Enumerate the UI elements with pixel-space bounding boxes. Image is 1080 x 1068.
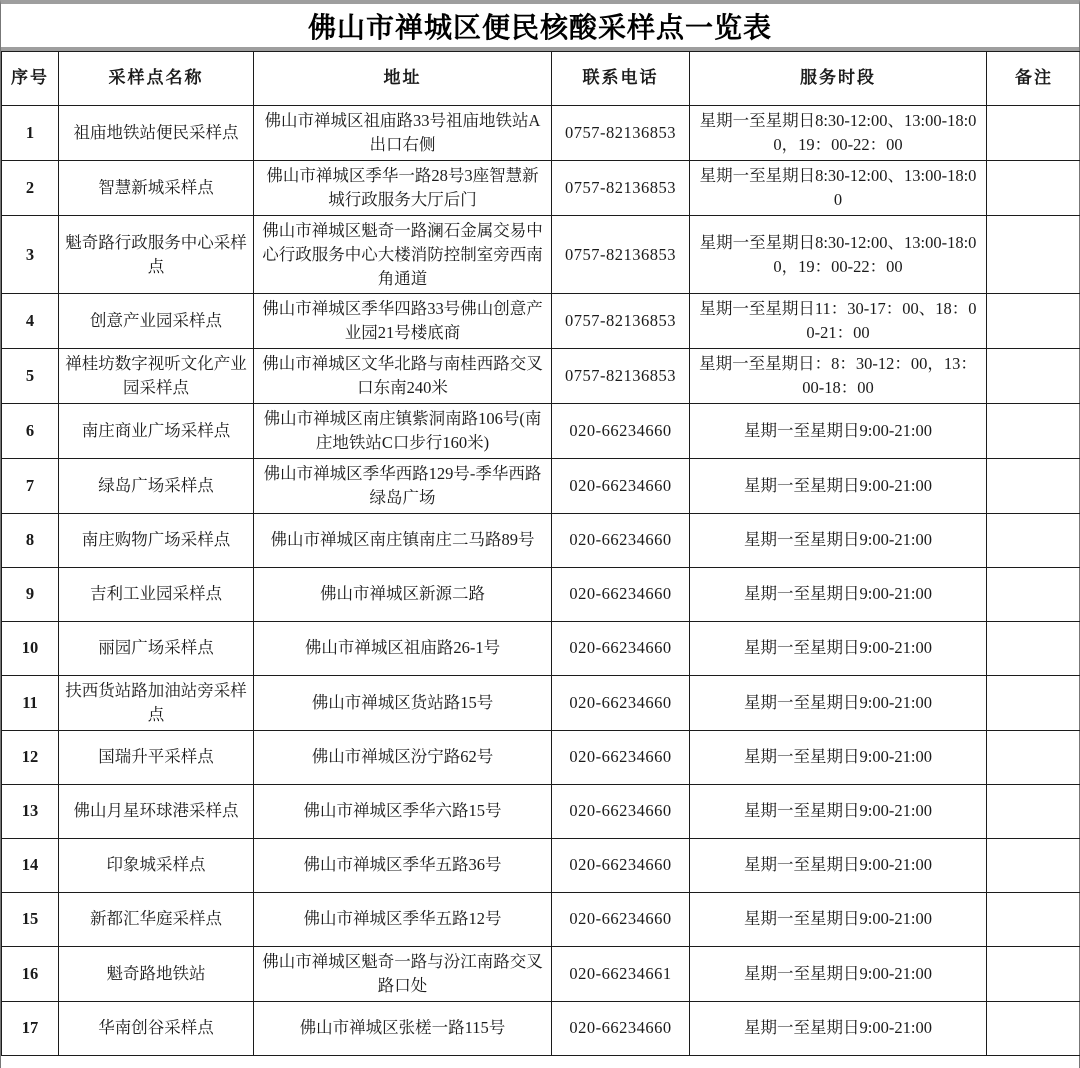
cell-row-number: 9 (2, 567, 59, 621)
table-row (2, 892, 1080, 946)
cell-site-name: 丽园广场采样点 (59, 621, 254, 675)
cell-site-name: 吉利工业园采样点 (59, 567, 254, 621)
cell-note (987, 784, 1080, 838)
cell-phone: 0757-82136853 (552, 349, 690, 404)
cell-service-hours: 星期一至星期日9:00-21:00 (690, 404, 987, 459)
cell-note (987, 892, 1080, 946)
table-row (2, 730, 1080, 784)
cell-row-number: 13 (2, 784, 59, 838)
cell-note (987, 1001, 1080, 1055)
cell-service-hours: 星期一至星期日9:00-21:00 (690, 784, 987, 838)
cell-site-name: 华南创谷采样点 (59, 1001, 254, 1055)
cell-phone: 020-66234660 (552, 892, 690, 946)
cell-row-number: 6 (2, 404, 59, 459)
cell-row-number: 14 (2, 838, 59, 892)
cell-phone: 020-66234660 (552, 621, 690, 675)
cell-row-number: 5 (2, 349, 59, 404)
cell-phone: 020-66234660 (552, 838, 690, 892)
cell-address: 佛山市禅城区季华四路33号佛山创意产业园21号楼底商 (254, 294, 552, 349)
cell-address: 佛山市禅城区文华北路与南桂西路交叉口东南240米 (254, 349, 552, 404)
cell-note (987, 404, 1080, 459)
cell-note (987, 946, 1080, 1001)
cell-site-name: 禅桂坊数字视听文化产业园采样点 (59, 349, 254, 404)
cell-phone: 020-66234660 (552, 567, 690, 621)
table-row (2, 294, 1080, 349)
cell-row-number: 11 (2, 675, 59, 730)
cell-address: 佛山市禅城区新源二路 (254, 567, 552, 621)
cell-note (987, 730, 1080, 784)
cell-address: 佛山市禅城区季华五路36号 (254, 838, 552, 892)
cell-note (987, 106, 1080, 161)
cell-row-number: 2 (2, 160, 59, 215)
cell-service-hours: 星期一至星期日8:30-12:00、13:00-18:00，19：00-22：00 (690, 106, 987, 161)
cell-note (987, 294, 1080, 349)
cell-site-name: 国瑞升平采样点 (59, 730, 254, 784)
cell-row-number: 3 (2, 215, 59, 294)
cell-address: 佛山市禅城区祖庙路33号祖庙地铁站A出口右侧 (254, 106, 552, 161)
table-row (2, 404, 1080, 459)
cell-address: 佛山市禅城区季华一路28号3座智慧新城行政服务大厅后门 (254, 160, 552, 215)
cell-site-name: 祖庙地铁站便民采样点 (59, 106, 254, 161)
cell-site-name: 印象城采样点 (59, 838, 254, 892)
cell-service-hours: 星期一至星期日9:00-21:00 (690, 730, 987, 784)
cell-address: 佛山市禅城区汾宁路62号 (254, 730, 552, 784)
cell-service-hours: 星期一至星期日9:00-21:00 (690, 458, 987, 513)
cell-row-number: 12 (2, 730, 59, 784)
table-row (2, 513, 1080, 567)
header-row (2, 52, 1080, 106)
table-row (2, 621, 1080, 675)
cell-phone: 020-66234660 (552, 730, 690, 784)
cell-address: 佛山市禅城区季华西路129号-季华西路绿岛广场 (254, 458, 552, 513)
cell-site-name: 魁奇路行政服务中心采样点 (59, 215, 254, 294)
table-row (2, 458, 1080, 513)
cell-phone: 020-66234660 (552, 404, 690, 459)
cell-site-name: 南庄购物广场采样点 (59, 513, 254, 567)
cell-site-name: 绿岛广场采样点 (59, 458, 254, 513)
cell-site-name: 南庄商业广场采样点 (59, 404, 254, 459)
cell-service-hours: 星期一至星期日9:00-21:00 (690, 567, 987, 621)
cell-phone: 0757-82136853 (552, 160, 690, 215)
cell-address: 佛山市禅城区货站路15号 (254, 675, 552, 730)
col-header-no: 序号 (2, 52, 59, 106)
cell-address: 佛山市禅城区祖庙路26-1号 (254, 621, 552, 675)
cell-service-hours: 星期一至星期日9:00-21:00 (690, 621, 987, 675)
cell-address: 佛山市禅城区张槎一路115号 (254, 1001, 552, 1055)
cell-address: 佛山市禅城区魁奇一路与汾江南路交叉路口处 (254, 946, 552, 1001)
cell-address: 佛山市禅城区季华五路12号 (254, 892, 552, 946)
cell-phone: 0757-82136853 (552, 215, 690, 294)
cell-service-hours: 星期一至星期日：8：30-12：00，13：00-18：00 (690, 349, 987, 404)
table-row (2, 675, 1080, 730)
cell-phone: 020-66234660 (552, 675, 690, 730)
cell-service-hours: 星期一至星期日9:00-21:00 (690, 892, 987, 946)
cell-note (987, 621, 1080, 675)
cell-phone: 020-66234660 (552, 513, 690, 567)
cell-row-number: 7 (2, 458, 59, 513)
cell-note (987, 513, 1080, 567)
cell-note (987, 675, 1080, 730)
table-row (2, 946, 1080, 1001)
table-row (2, 784, 1080, 838)
cell-phone: 020-66234660 (552, 784, 690, 838)
cell-site-name: 魁奇路地铁站 (59, 946, 254, 1001)
cell-service-hours: 星期一至星期日8:30-12:00、13:00-18:00，19：00-22：00 (690, 215, 987, 294)
cell-phone: 020-66234660 (552, 1001, 690, 1055)
cell-service-hours: 星期一至星期日11：30-17：00、18：00-21：00 (690, 294, 987, 349)
cell-phone: 0757-82136853 (552, 106, 690, 161)
cell-note (987, 215, 1080, 294)
cell-note (987, 567, 1080, 621)
cell-site-name: 创意产业园采样点 (59, 294, 254, 349)
table-row (2, 1001, 1080, 1055)
cell-site-name: 新都汇华庭采样点 (59, 892, 254, 946)
cell-row-number: 15 (2, 892, 59, 946)
cell-phone: 020-66234661 (552, 946, 690, 1001)
cell-row-number: 4 (2, 294, 59, 349)
cell-site-name: 智慧新城采样点 (59, 160, 254, 215)
col-header-name: 采样点名称 (59, 52, 254, 106)
cell-service-hours: 星期一至星期日9:00-21:00 (690, 946, 987, 1001)
table-row (2, 838, 1080, 892)
cell-address: 佛山市禅城区南庄镇南庄二马路89号 (254, 513, 552, 567)
cell-service-hours: 星期一至星期日9:00-21:00 (690, 1001, 987, 1055)
cell-note (987, 160, 1080, 215)
cell-address: 佛山市禅城区南庄镇紫洞南路106号(南庄地铁站C口步行160米) (254, 404, 552, 459)
cell-phone: 020-66234660 (552, 458, 690, 513)
table-row (2, 160, 1080, 215)
table-row (2, 349, 1080, 404)
table-row (2, 215, 1080, 294)
cell-address: 佛山市禅城区季华六路15号 (254, 784, 552, 838)
cell-note (987, 458, 1080, 513)
cell-row-number: 1 (2, 106, 59, 161)
cell-address: 佛山市禅城区魁奇一路澜石金属交易中心行政服务中心大楼消防控制室旁西南角通道 (254, 215, 552, 294)
cell-service-hours: 星期一至星期日9:00-21:00 (690, 838, 987, 892)
col-header-hours: 服务时段 (690, 52, 987, 106)
col-header-address: 地址 (254, 52, 552, 106)
table-row (2, 567, 1080, 621)
sampling-points-table (1, 51, 1080, 1056)
page-title: 佛山市禅城区便民核酸采样点一览表 (1, 4, 1079, 51)
cell-row-number: 17 (2, 1001, 59, 1055)
cell-site-name: 佛山月星环球港采样点 (59, 784, 254, 838)
cell-row-number: 8 (2, 513, 59, 567)
cell-note (987, 838, 1080, 892)
table-row (2, 106, 1080, 161)
cell-service-hours: 星期一至星期日8:30-12:00、13:00-18:00 (690, 160, 987, 215)
cell-row-number: 10 (2, 621, 59, 675)
cell-service-hours: 星期一至星期日9:00-21:00 (690, 675, 987, 730)
col-header-phone: 联系电话 (552, 52, 690, 106)
cell-row-number: 16 (2, 946, 59, 1001)
cell-service-hours: 星期一至星期日9:00-21:00 (690, 513, 987, 567)
cell-site-name: 扶西货站路加油站旁采样点 (59, 675, 254, 730)
cell-phone: 0757-82136853 (552, 294, 690, 349)
col-header-note: 备注 (987, 52, 1080, 106)
cell-note (987, 349, 1080, 404)
